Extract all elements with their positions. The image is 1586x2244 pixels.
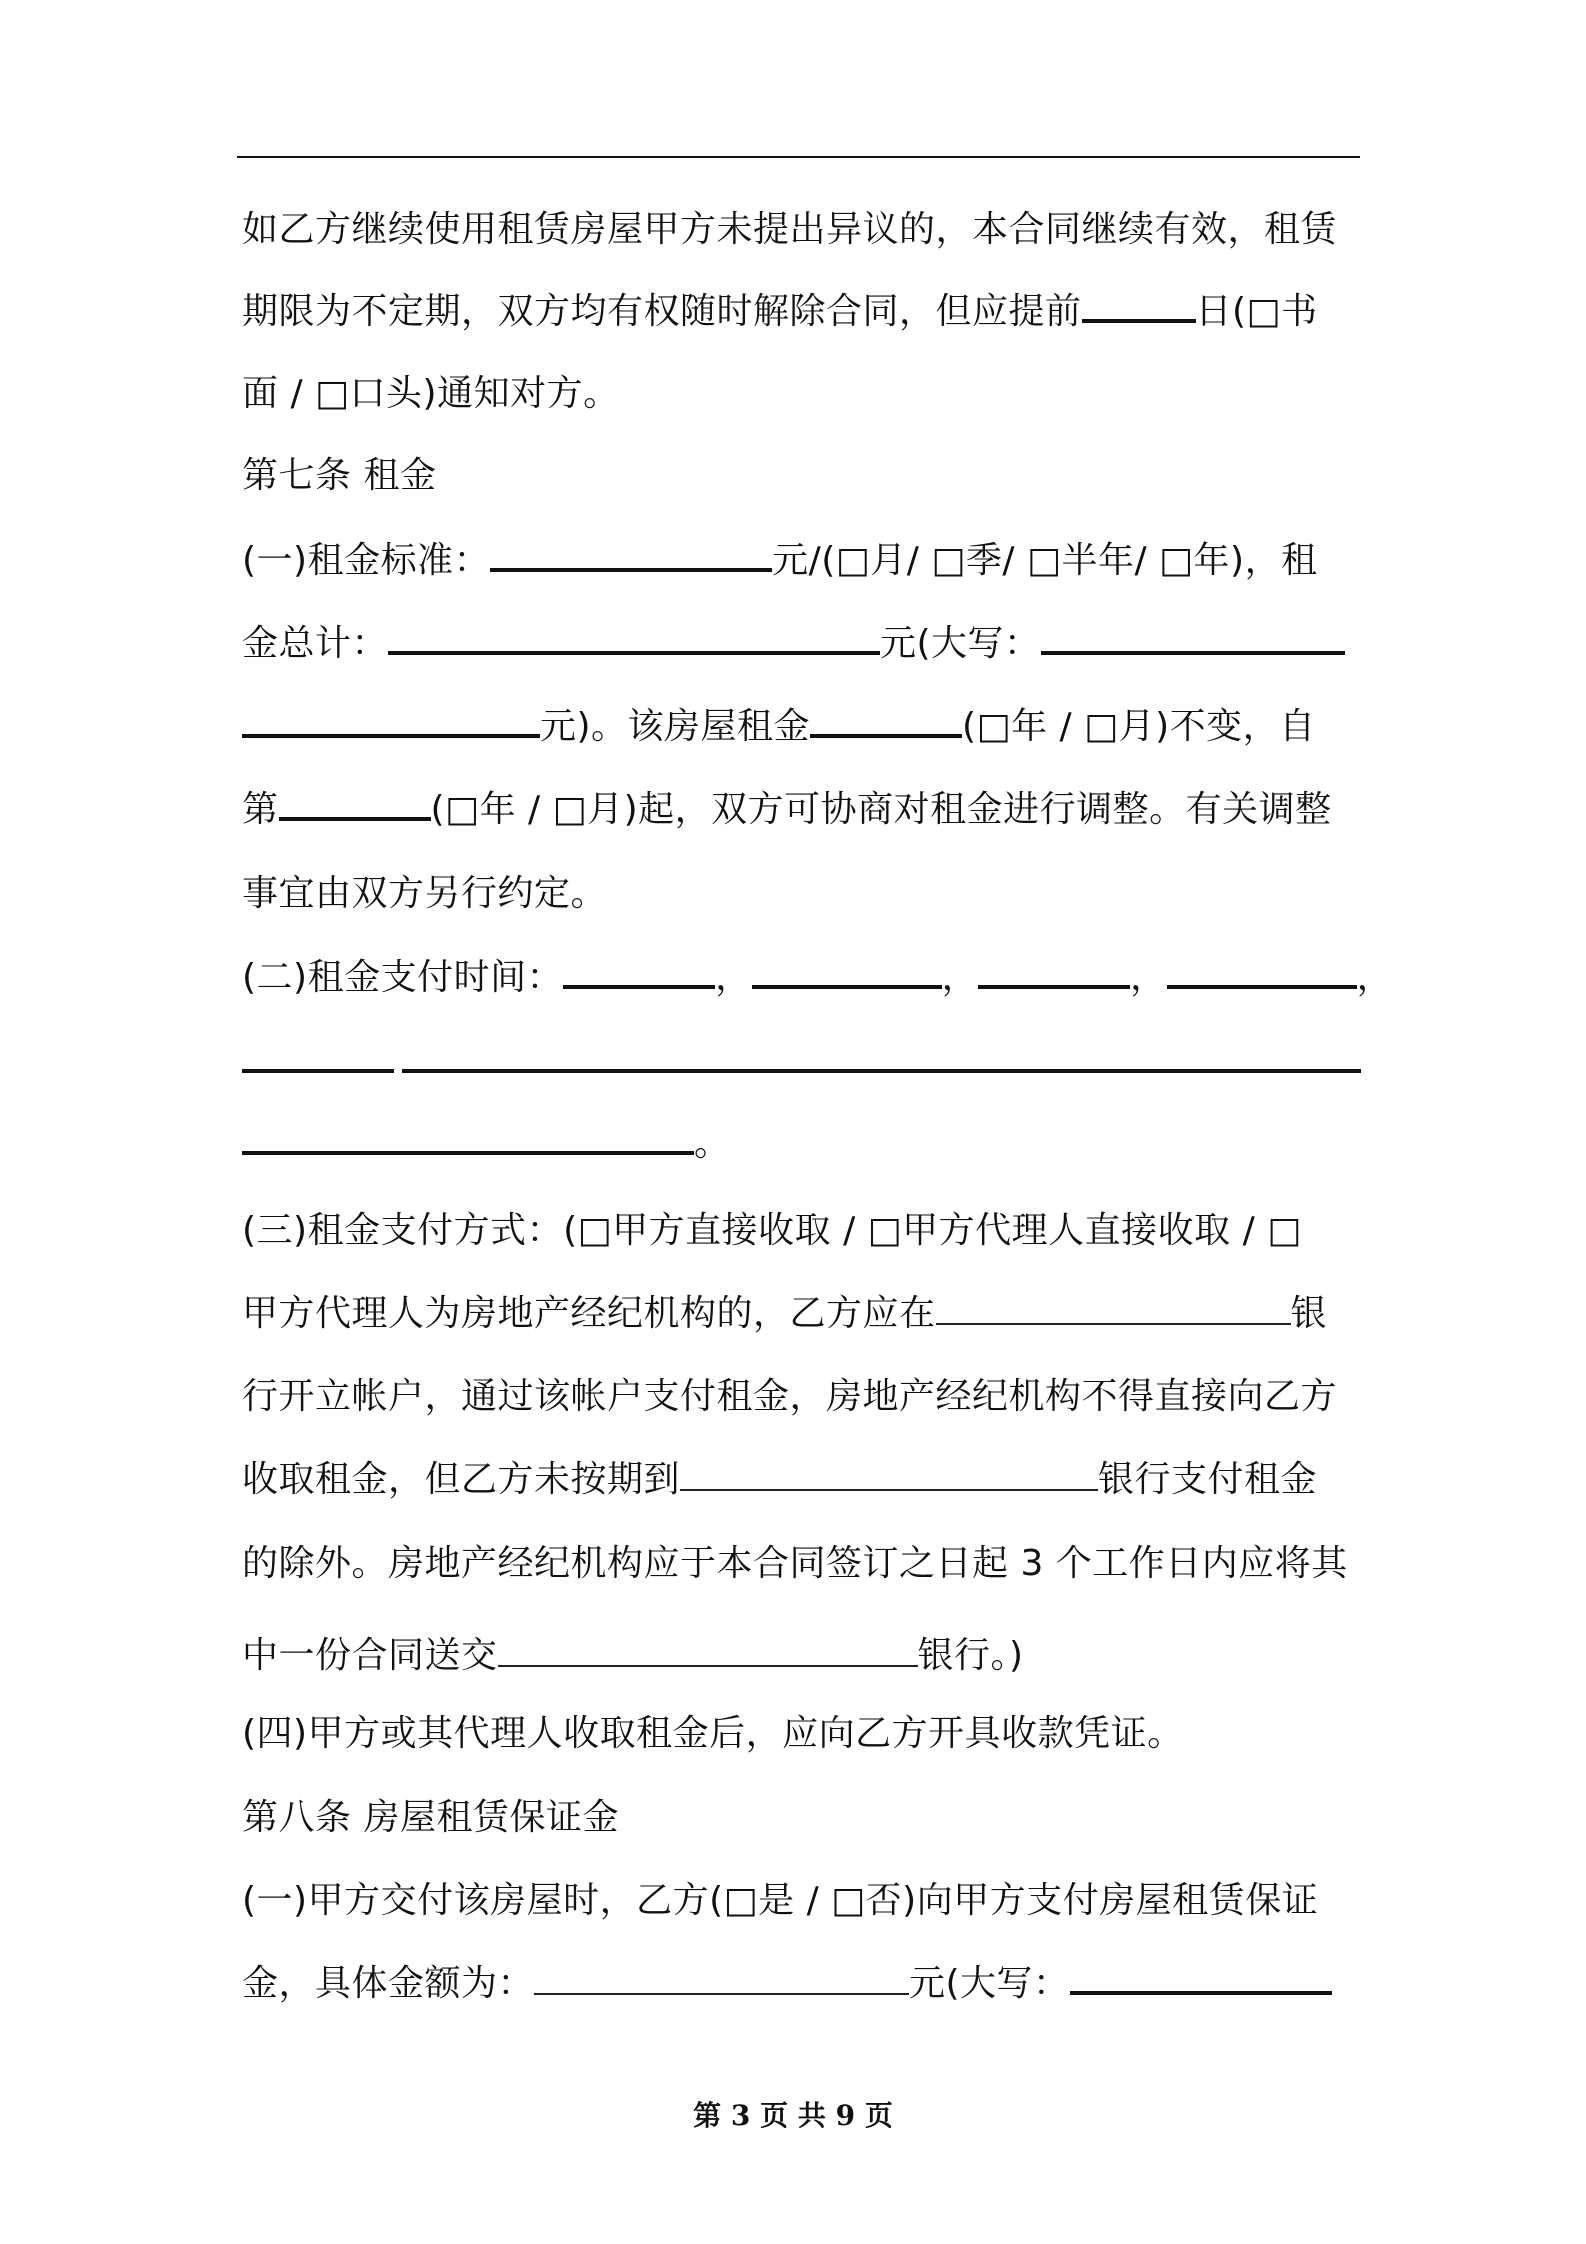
line-text: (□年 / □月)不变，自 [962,706,1316,747]
blank-payment-time-1[interactable] [563,955,715,989]
blank-rent-standard[interactable] [490,538,772,572]
line-text: (三)租金支付方式：(□甲方直接收取 / □甲方代理人直接收取 / □ [242,1210,1302,1251]
line-8 [242,786,1332,834]
line-text: ， [941,957,979,998]
line-text: 银行支付租金 [1098,1459,1318,1500]
line-text: 行开立帐户，通过该帐户支付租金，房地产经纪机构不得直接向乙方 [242,1376,1338,1417]
line-9 [242,870,607,918]
blank-rent-total-words[interactable] [1041,621,1345,655]
line-text: 金总计： [242,623,389,664]
line-text: 元(大写： [880,623,1041,664]
line-text: 。 [694,1123,731,1164]
header-rule [237,156,1360,158]
line-text: (二)租金支付时间： [242,957,564,998]
blank-payment-time-6[interactable] [402,1039,1361,1073]
line-text: (一)租金标准： [242,540,491,581]
line-text: ， [715,957,752,998]
blank-bank-name-2[interactable] [680,1459,1098,1491]
line-text: 的除外。房地产经纪机构应于本合同签订之日起 3 个工作日内应将其 [242,1543,1348,1584]
line-text: 金，具体金额为： [242,1963,535,2004]
line-text: (一)甲方交付该房屋时，乙方(□是 / □否)向甲方支付房屋租赁保证 [242,1880,1319,1921]
line-7 [242,703,1316,751]
blank-rent-fixed-period[interactable] [810,704,962,738]
blank-bank-name[interactable] [936,1293,1291,1325]
line-11 [242,1038,1361,1086]
line-text: 中一份合同送交 [242,1635,498,1676]
line-text: 第 [242,789,279,830]
line-text: 事宜由双方另行约定。 [242,873,608,914]
article-7-heading [242,452,436,500]
line-19 [242,1710,1184,1758]
line-text: ， [1130,957,1167,998]
line-3 [242,370,620,418]
line-14 [242,1290,1327,1338]
line-text: 银 [1290,1293,1328,1334]
blank-deposit-amount-words[interactable] [1070,1961,1332,1995]
line-text: 元(大写： [909,1963,1070,2004]
line-text: 面 / □口头)通知对方。 [242,373,620,414]
line-text: 元)。该房屋租金 [540,706,811,747]
blank-rent-adjust-from[interactable] [279,787,431,821]
blank-payment-time-5[interactable] [242,1039,394,1073]
page-number: 第 3 页 共 9 页 [693,2099,893,2132]
line-text: 甲方代理人为房地产经纪机构的，乙方应在 [242,1293,936,1334]
blank-payment-time-2[interactable] [752,955,942,989]
line-21 [242,1877,1318,1925]
line-text: (四)甲方或其代理人收取租金后，应向乙方开具收款凭证。 [242,1713,1184,1754]
line-6 [242,620,1345,668]
line-text: (□年 / □月)起，双方可协商对租金进行调整。有关调整 [430,789,1332,830]
blank-rent-total-words-cont[interactable] [242,704,540,738]
line-18 [242,1632,1024,1680]
line-text: 收取租金，但乙方未按期到 [242,1459,681,1500]
line-text: 银行。) [917,1635,1024,1676]
section-heading: 第七条 租金 [242,455,437,496]
line-22 [242,1960,1332,2008]
article-8-heading [242,1794,619,1842]
line-1 [242,206,1337,254]
line-5 [242,537,1318,585]
section-heading: 第八条 房屋租赁保证金 [242,1797,619,1838]
blank-notice-days[interactable] [1082,289,1196,323]
blank-rent-total[interactable] [388,621,880,655]
line-text: 元/(□月/ □季/ □半年/ □年)，租 [772,540,1318,581]
line-10 [242,954,1393,1002]
blank-payment-time-4[interactable] [1167,955,1357,989]
line-16 [242,1456,1317,1504]
line-15 [242,1373,1337,1421]
blank-payment-time-3[interactable] [978,955,1130,989]
line-text: 期限为不定期，双方均有权随时解除合同，但应提前 [242,291,1082,332]
blank-deposit-amount[interactable] [534,1963,909,1995]
line-13 [242,1207,1302,1255]
line-text: 如乙方继续使用租赁房屋甲方未提出异议的，本合同继续有效，租赁 [242,209,1338,250]
line-2 [242,288,1318,336]
line-17 [242,1540,1348,1588]
line-12 [242,1120,731,1168]
blank-payment-time-7[interactable] [242,1121,694,1155]
blank-bank-name-3[interactable] [498,1635,918,1667]
line-text: 日(□书 [1195,291,1318,332]
line-text: ， [1356,957,1394,998]
page-footer [0,2094,1586,2134]
